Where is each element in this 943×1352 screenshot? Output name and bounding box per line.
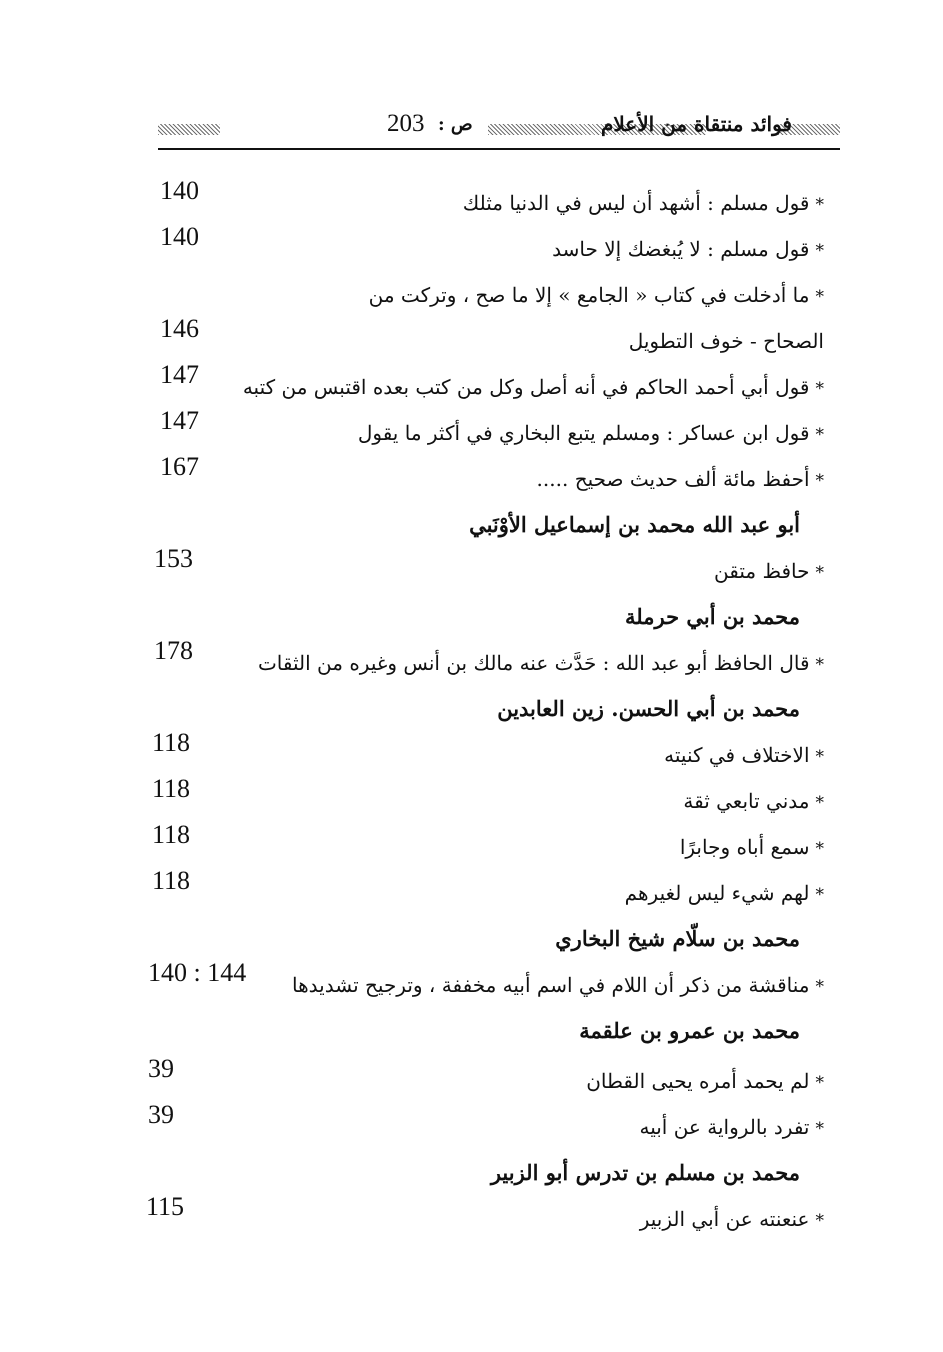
book-title: فوائد منتقاة من الأعلام	[600, 112, 792, 136]
index-heading	[140, 599, 840, 639]
entry-label: محمد بن عمرو بن علقمة	[579, 1018, 800, 1043]
entry-text	[629, 323, 824, 359]
entry-label: أحفظ مائة ألف حديث صحيح .....	[536, 467, 810, 491]
running-header	[158, 110, 840, 150]
index-entry	[140, 1192, 840, 1241]
entry-text	[258, 645, 824, 683]
bullet-star: *	[815, 287, 824, 307]
page-reference: 140	[160, 222, 199, 251]
page-reference: 140 : 144	[148, 958, 247, 987]
entry-label: لهم شيء ليس لغيرهم	[624, 881, 810, 905]
index-entry	[140, 636, 840, 685]
page-reference: 147	[160, 360, 199, 389]
index-entry	[140, 544, 840, 593]
index-heading	[140, 507, 840, 547]
entry-label: مناقشة من ذكر أن اللام في اسم أبيه مخففة ، وترجيح تشديدها	[292, 973, 810, 997]
index-entry	[140, 222, 840, 271]
index-heading	[140, 1013, 840, 1053]
page-reference: 147	[160, 406, 199, 435]
index-entry	[140, 406, 840, 455]
page-reference: 39	[148, 1054, 174, 1083]
page-reference: 118	[152, 774, 191, 803]
index-heading	[140, 921, 840, 961]
entry-text	[292, 967, 824, 1005]
bullet-star: *	[815, 977, 824, 997]
bullet-star: *	[815, 471, 824, 491]
entry-label: الصحاح - خوف التطويل	[628, 329, 824, 353]
heading-text	[625, 599, 800, 635]
index-entry	[140, 314, 840, 363]
index-heading	[140, 691, 840, 731]
heading-text	[491, 1155, 800, 1191]
entry-text	[243, 369, 824, 407]
entry-label: محمد بن أبي الحسن. زين العابدين	[497, 696, 800, 721]
bullet-star: *	[815, 747, 824, 767]
entry-text	[680, 829, 824, 867]
page-reference: 140	[160, 176, 199, 205]
index-entry	[140, 866, 840, 915]
bullet-star: *	[815, 425, 824, 445]
bullet-star: *	[815, 885, 824, 905]
entry-text	[640, 1201, 824, 1239]
bullet-star: *	[815, 563, 824, 583]
heading-text	[555, 921, 800, 957]
entry-label: عنعنته عن أبي الزبير	[639, 1207, 810, 1231]
entry-label: محمد بن مسلم بن تدرس أبو الزبير	[490, 1160, 800, 1185]
bullet-star: *	[815, 1119, 824, 1139]
page-reference: 153	[154, 544, 193, 573]
page-reference: 118	[152, 866, 191, 895]
page-label: ص :	[438, 114, 473, 135]
entry-label: ما أدخلت في كتاب « الجامع » إلا ما صح ، وتركت من	[368, 283, 810, 307]
entry-label: قول مسلم : أشهد أن ليس في الدنيا مثلك	[462, 191, 810, 215]
heading-text	[497, 691, 800, 727]
entry-label: قول ابن عساكر : ومسلم يتبع البخاري في أكثر ما يقول	[357, 421, 810, 445]
page-reference: 115	[146, 1192, 185, 1221]
entry-label: تفرد بالرواية عن أبيه	[639, 1115, 810, 1139]
index-entry	[140, 277, 840, 317]
index-entry	[140, 452, 840, 501]
entry-label: قول أبي أحمد الحاكم في أنه أصل وكل من كتب بعده اقتبس من كتبه	[242, 375, 810, 399]
header-rule	[158, 148, 840, 150]
entry-text	[586, 1063, 824, 1101]
entry-label: الاختلاف في كنيته	[664, 743, 810, 767]
entry-label: سمع أباه وجابرًا	[679, 835, 810, 859]
page-number: 203	[387, 110, 425, 137]
page-reference: 167	[160, 452, 199, 481]
entry-label: مدني تابعي ثقة	[683, 789, 810, 813]
entry-text	[552, 231, 824, 269]
index-entry	[140, 820, 840, 869]
bullet-star: *	[815, 793, 824, 813]
entry-label: حافظ متقن	[714, 559, 810, 583]
index-entry	[140, 1054, 840, 1103]
entry-text	[625, 875, 824, 913]
entry-label: لم يحمد أمره يحيى القطان	[586, 1069, 810, 1093]
heading-text	[579, 1013, 800, 1049]
index-entry	[140, 176, 840, 225]
bullet-star: *	[815, 839, 824, 859]
entry-text	[664, 737, 824, 775]
entry-label: قال الحافظ أبو عبد الله : حَدَّث عنه مالك بن أنس وغيره من الثقات	[257, 651, 810, 675]
bullet-star: *	[815, 1073, 824, 1093]
index-heading	[140, 1155, 840, 1195]
index-entry	[140, 774, 840, 823]
heading-text	[469, 507, 800, 543]
bullet-star: *	[815, 655, 824, 675]
index-entry	[140, 728, 840, 777]
page-reference: 178	[154, 636, 193, 665]
entry-label: محمد بن أبي حرملة	[625, 604, 800, 629]
entry-text	[714, 553, 824, 591]
entry-text	[358, 415, 824, 453]
entry-label: أبو عبد الله محمد بن إسماعيل الأوْنَبي	[469, 512, 800, 537]
index-entry	[140, 1100, 840, 1149]
entry-text	[463, 185, 824, 223]
index-entry	[140, 958, 840, 1007]
bullet-star: *	[815, 1211, 824, 1231]
page-reference: 146	[160, 314, 199, 343]
entry-text	[683, 783, 824, 821]
bullet-star: *	[815, 195, 824, 215]
page-reference: 118	[152, 820, 191, 849]
bullet-star: *	[815, 379, 824, 399]
entry-text	[537, 461, 824, 499]
entry-label: محمد بن سلّام شيخ البخاري	[555, 926, 800, 951]
entry-label: قول مسلم : لا يُبغضك إلا حاسد	[552, 237, 810, 261]
header-ornament-left	[158, 124, 220, 135]
bullet-star: *	[815, 241, 824, 261]
page-reference: 118	[152, 728, 191, 757]
index-entry	[140, 360, 840, 409]
page-reference: 39	[148, 1100, 174, 1129]
entry-text	[369, 277, 824, 315]
entry-text	[639, 1109, 824, 1147]
